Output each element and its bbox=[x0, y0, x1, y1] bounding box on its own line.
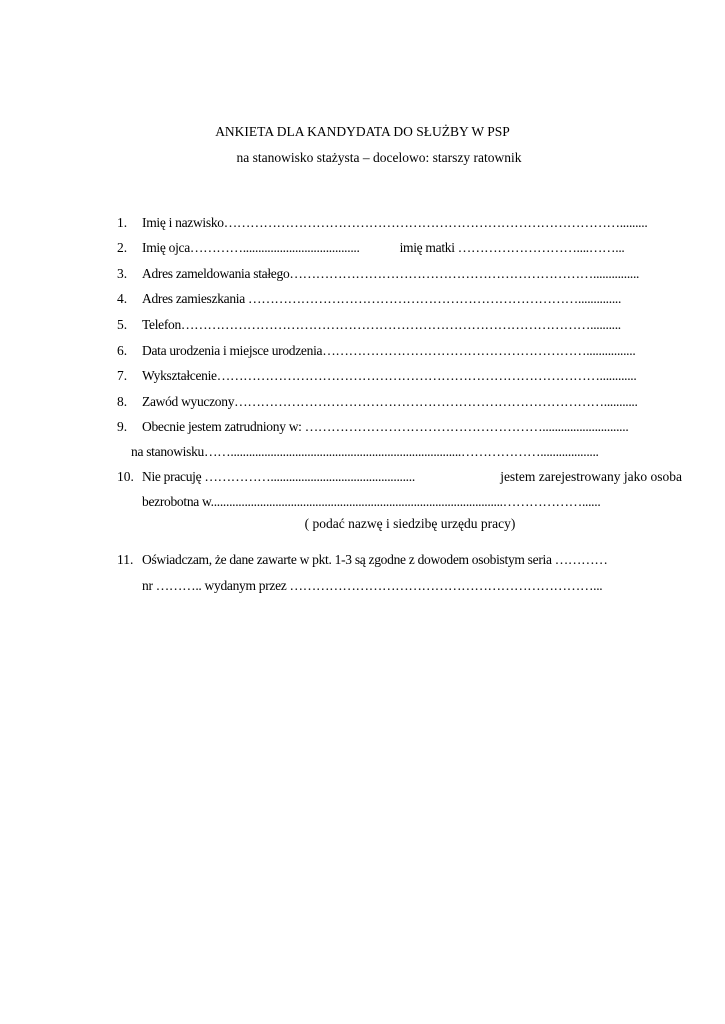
item-text: bezrobotna w...............................................................................................………………...... bbox=[142, 494, 601, 509]
item-number: 10. bbox=[117, 469, 134, 484]
form-subtitle: na stanowisko stażysta – docelowo: starszy ratownik bbox=[236, 150, 522, 165]
item-text: na stanowisku……...........................................................................………………................... bbox=[131, 444, 599, 459]
item-number: 7. bbox=[117, 368, 128, 383]
field-education[interactable] bbox=[117, 367, 682, 385]
item-number: 2. bbox=[117, 240, 128, 255]
item-text: Wykształcenie……………………………………………………………………………............ bbox=[142, 368, 637, 383]
item-number: 5. bbox=[117, 317, 128, 332]
field-mother-name: imię matki ………………………....……... bbox=[399, 240, 625, 255]
item-text: jestem zarejestrowany jako osoba bbox=[500, 469, 682, 484]
field-registered-address[interactable] bbox=[117, 265, 682, 283]
field-unemployed-office[interactable] bbox=[142, 493, 682, 511]
item-text: Obecnie jestem zatrudniony w: ………………………………………………............................ bbox=[142, 419, 629, 434]
declaration-line-2[interactable] bbox=[142, 577, 682, 595]
item-text: Imię i nazwisko………………………………………………………………………………......... bbox=[142, 215, 648, 230]
field-phone[interactable] bbox=[117, 316, 682, 334]
field-profession[interactable] bbox=[117, 393, 682, 411]
field-employer[interactable] bbox=[117, 418, 682, 436]
item-text: Adres zameldowania stałego……………………………………………………………............... bbox=[142, 266, 640, 281]
field-residence-address[interactable] bbox=[117, 290, 682, 308]
field-birth[interactable] bbox=[117, 342, 682, 360]
office-note: ( podać nazwę i siedzibę urzędu pracy) bbox=[304, 516, 516, 531]
field-name[interactable] bbox=[117, 214, 682, 232]
field-parents[interactable] bbox=[117, 239, 682, 257]
item-text: Zawód wyuczony…………………………………………………………………………........... bbox=[142, 394, 638, 409]
item-number: 3. bbox=[117, 266, 128, 281]
item-text: nr ……….. wydanym przez ……………………………………………………………... bbox=[142, 578, 603, 593]
field-unemployed[interactable] bbox=[117, 468, 682, 486]
form-title: ANKIETA DLA KANDYDATA DO SŁUŻBY W PSP bbox=[215, 124, 510, 139]
item-number: 8. bbox=[117, 394, 128, 409]
field-father-name: Imię ojca…………...................................... bbox=[142, 240, 360, 255]
item-text: Data urodzenia i miejsce urodzenia……………………………………………………................ bbox=[142, 343, 636, 358]
field-position[interactable] bbox=[131, 443, 682, 461]
item-text: Nie pracuję ……………............................................... bbox=[142, 469, 415, 484]
declaration-line-1[interactable] bbox=[117, 551, 682, 569]
item-number: 4. bbox=[117, 291, 128, 306]
item-number: 9. bbox=[117, 419, 128, 434]
item-text: Oświadczam, że dane zawarte w pkt. 1-3 są zgodne z dowodem osobistym seria ………… bbox=[142, 552, 608, 567]
item-text: Adres zamieszkania ………………………………………………………………….............. bbox=[142, 291, 622, 306]
item-number: 11. bbox=[117, 552, 134, 567]
item-number: 1. bbox=[117, 215, 128, 230]
item-number: 6. bbox=[117, 343, 128, 358]
item-text: Telefon………………………………………………………………………………….......... bbox=[142, 317, 621, 332]
